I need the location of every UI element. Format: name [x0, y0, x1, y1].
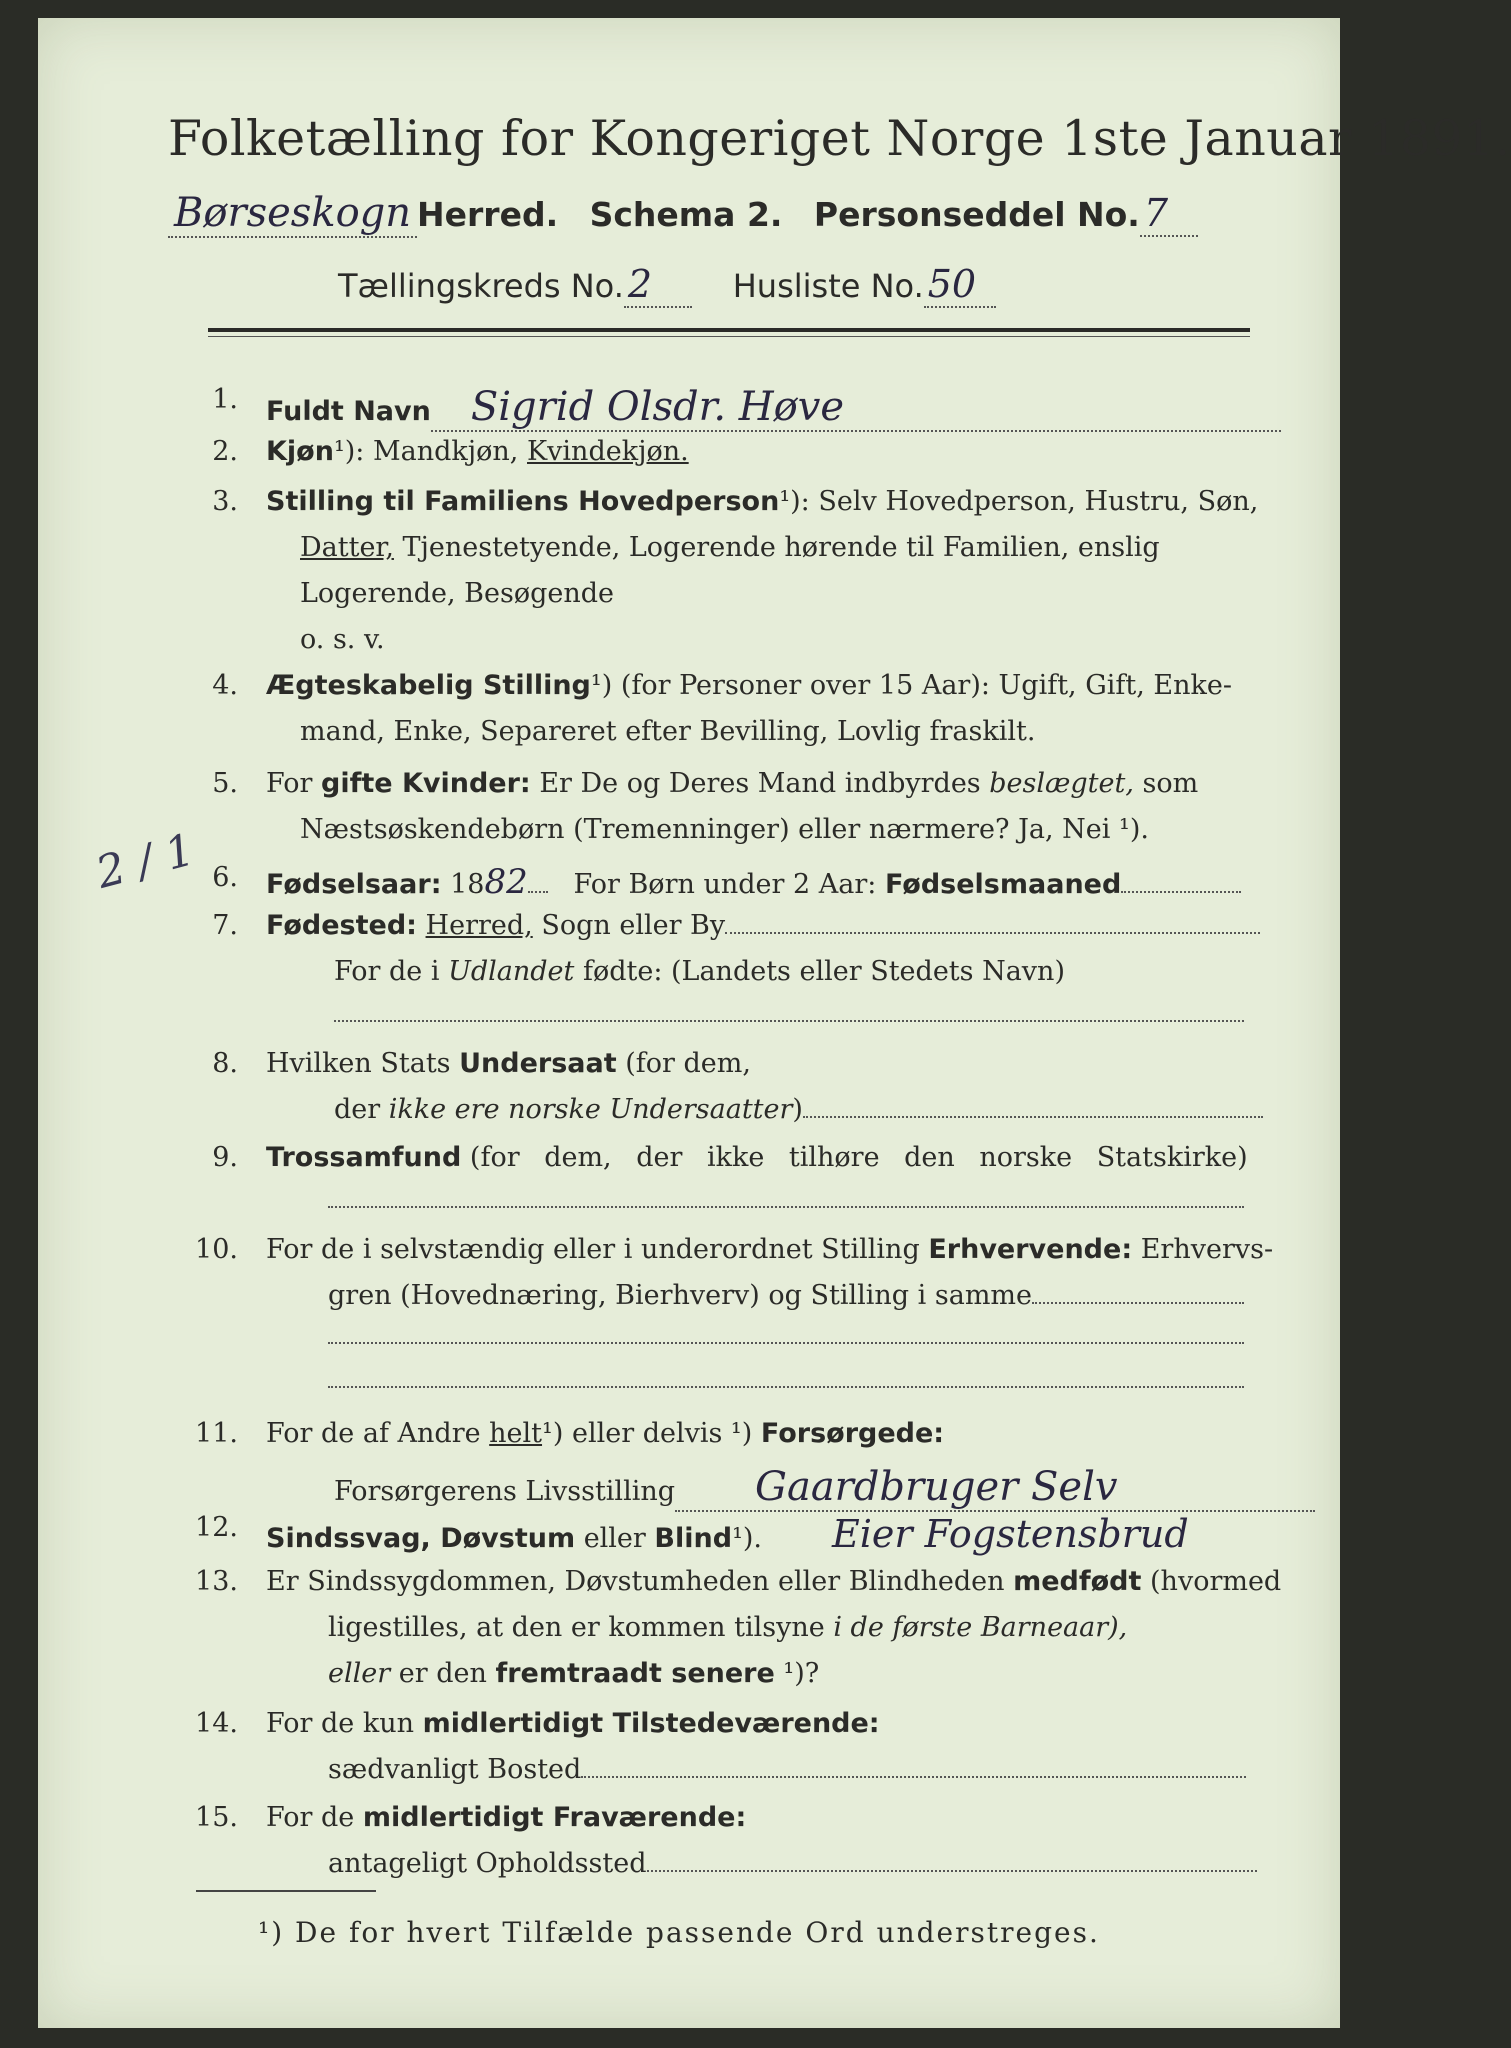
- item-number: 6.: [212, 862, 238, 893]
- text: ikke ere norske Undersaatter: [388, 1094, 793, 1125]
- text: Er Sindssygdommen, Døvstumheden eller Blindheden: [266, 1566, 1005, 1597]
- text: fødte: (Landets eller Stedets Navn): [582, 956, 1065, 987]
- text: er den: [398, 1658, 487, 1689]
- text: Hvilken Stats: [266, 1048, 451, 1079]
- trossamfund-label: Trossamfund: [266, 1142, 462, 1173]
- kjon-option-mandkjon: Mandkjøn,: [373, 436, 519, 467]
- stilling-options: o. s. v.: [300, 624, 385, 655]
- kjon-label: Kjøn: [266, 436, 334, 467]
- text: (for dem,: [625, 1048, 751, 1079]
- text: For de: [266, 1802, 355, 1833]
- text: For de af Andre: [266, 1418, 481, 1449]
- text: ¹) eller delvis ¹): [542, 1418, 753, 1449]
- kjon-option-kvindekjon: Kvindekjøn.: [527, 436, 689, 467]
- header-rule-thin: [208, 336, 1250, 337]
- fodested-label: Fødested:: [266, 910, 417, 941]
- item-number: 9.: [212, 1142, 238, 1173]
- text: beslægtet,: [989, 768, 1134, 799]
- fodselsmaaned-label: Fødselsmaaned: [884, 869, 1122, 900]
- item-number: 1.: [212, 384, 238, 415]
- footnote: ¹) De for hvert Tilfælde passende Ord understreges.: [258, 1916, 1100, 1949]
- item-number: 15.: [195, 1802, 238, 1833]
- schema-label: Schema 2.: [589, 195, 783, 234]
- text: For Børn under 2 Aar:: [573, 869, 877, 900]
- text: Sogn eller By: [541, 910, 726, 941]
- text: For de kun: [266, 1708, 414, 1739]
- fodselsaar-label: Fødselsaar:: [266, 869, 442, 900]
- herred-label: Herred.: [417, 195, 559, 234]
- stilling-option-datter: Datter,: [300, 532, 394, 563]
- header-line-herred: [168, 190, 1268, 238]
- undersaat-label: Undersaat: [459, 1048, 617, 1079]
- aegteskab-label: Ægteskabelig Stilling: [266, 670, 591, 701]
- text: i de første Barneaar),: [833, 1612, 1128, 1643]
- personseddel-label: Personseddel No.: [813, 195, 1140, 234]
- taellingskreds-value: 2: [624, 262, 692, 308]
- header-line-kreds: [338, 262, 1238, 308]
- text: For de i selvstændig eller i underordnet Stilling: [266, 1234, 920, 1265]
- tilstedevaerende-label: midlertidigt Tilstedeværende:: [422, 1708, 880, 1739]
- text: For: [266, 768, 313, 799]
- text: gren (Hovednæring, Bierhverv) og Stilling i samme: [328, 1280, 1033, 1311]
- sindssvag-label: Sindssvag, Døvstum: [266, 1523, 576, 1554]
- form-title: Folketælling for Kongeriget Norge 1ste Januar 1891.: [168, 110, 1511, 167]
- text: sædvanligt Bosted: [328, 1754, 582, 1785]
- livsstilling-value: Gaardbruger Selv: [675, 1464, 1315, 1512]
- item-number: 3.: [212, 486, 238, 517]
- stilling-options: Tjenestetyende, Logerende hørende til Familien, enslig: [402, 532, 1160, 563]
- item-number: 10.: [195, 1234, 238, 1265]
- text: ligestilles, at den er kommen tilsyne: [328, 1612, 825, 1643]
- item-number: 11.: [195, 1418, 238, 1449]
- census-form: Folketælling for Kongeriget Norge 1ste Januar 1891. Børseskogn Herred. Schema 2. Personseddel No. 7 Tællingskreds No. 2 Husliste No. 50 1. Fuldt Navn Sigrid Olsdr. Høve 2. Kjøn¹): Mandkjøn, Kvindekjøn. 3. Stilling til Familiens Hovedperson¹): Selv Hovedperson, Hustru, Søn, Datter, Tjenestetyende, Logerende hørende til Familien, enslig Logerende, Besøgende o. s. v. 4. Ægteskabelig Stilling¹) (for Personer over 15 Aar): Ugift, Gift, Enke- mand, Enke, Separeret efter Bevilling, Lovlig fraskilt. 5. For gifte Kvinder: Er De og Deres Mand indbyrdes beslægtet, som Næstsøskendebørn (Tremenninger) eller nærmere? Ja, Nei ¹). 6. Fødselsaar: 1882 For Børn under 2 Aar: Fødselsmaaned 7. Fødested: Herred, Sogn eller By For de i Udlandet fødte: (Landets eller Stedets Navn) 8. Hvilken Stats Undersaat (for dem, der ikke ere norske Undersaatter) 9. Trossamfund (for dem, der ikke tilhøre den norske Statskirke) 10. For de i selvstændig eller i underordnet Stilling Erhvervende: Erhvervs- gren (Hovednæring, Bierhverv) og Stilling i samme 11. For de af Andre helt¹) eller delvis ¹) Forsørgede: Forsørgerens Livsstilling Gaardbruger Selv 12. Sindssvag, Døvstum eller Blind¹). Eier Fogstensbrud 13. Er Sindssygdommen, Døvstumheden eller Blindheden medfødt (hvormed ligestilles, at den er kommen tilsyne i de første Barneaar), eller er den fremtraadt senere ¹)? 14. For de kun midlertidigt Tilstedeværende: sædvanligt Bosted 15. For de midlertidigt Fraværende: ¹) De for hvert Tilfælde passende Ord understreges. 2 / 1: [38, 18, 1340, 2028]
- fuldt-navn-value: Sigrid Olsdr. Høve: [431, 384, 1281, 432]
- text: Erhvervs-: [1140, 1234, 1274, 1265]
- text: der: [334, 1094, 381, 1125]
- sindssvag-value: Eier Fogstensbrud: [832, 1512, 1189, 1556]
- item-number: 7.: [212, 910, 238, 941]
- blind-label: Blind: [654, 1523, 733, 1554]
- text: antageligt Opholdssted: [328, 1848, 647, 1879]
- aegteskab-options: ¹) (for Personer over 15 Aar): Ugift, Gift, Enke-: [590, 670, 1232, 701]
- text: Forsørgerens Livsstilling: [334, 1476, 676, 1507]
- text: som: [1142, 768, 1199, 799]
- text: (for dem, der ikke tilhøre den norske Statskirke): [469, 1142, 1248, 1173]
- text: Udlandet: [448, 956, 575, 987]
- text: 18: [450, 869, 485, 900]
- text: Er De og Deres Mand indbyrdes: [539, 768, 981, 799]
- header-rule: [208, 328, 1250, 332]
- item-number: 12.: [195, 1512, 238, 1543]
- stilling-label: Stilling til Familiens Hovedperson: [266, 486, 780, 517]
- text: ¹).: [732, 1523, 763, 1554]
- text: ¹)?: [783, 1658, 820, 1689]
- forsorgede-option-helt: helt: [489, 1418, 543, 1449]
- item-number: 14.: [195, 1708, 238, 1739]
- fremtraadt-label: fremtraadt senere: [495, 1658, 775, 1689]
- text: eller: [583, 1523, 646, 1554]
- item-number: 8.: [212, 1048, 238, 1079]
- herred-value: Børseskogn: [168, 190, 417, 238]
- aegteskab-options: mand, Enke, Separeret efter Bevilling, Lovlig fraskilt.: [300, 716, 1036, 747]
- margin-note: 2 / 1: [91, 824, 200, 899]
- item-number: 4.: [212, 670, 238, 701]
- husliste-label: Husliste No.: [732, 267, 924, 305]
- text: (hvormed: [1150, 1566, 1282, 1597]
- taellingskreds-label: Tællingskreds No.: [338, 267, 624, 305]
- text: eller: [328, 1658, 391, 1689]
- item-number: 13.: [195, 1566, 238, 1597]
- footnote-marker: ¹):: [779, 486, 810, 517]
- personseddel-value: 7: [1140, 191, 1198, 237]
- erhvervende-label: Erhvervende:: [928, 1234, 1133, 1265]
- footnote-rule: [196, 1890, 376, 1892]
- fodested-option-herred: Herred,: [425, 910, 533, 941]
- text: For de i: [334, 956, 440, 987]
- item-number: 5.: [212, 768, 238, 799]
- text: Næstsøskendebørn (Tremenninger) eller nærmere? Ja, Nei ¹).: [300, 814, 1149, 845]
- husliste-value: 50: [924, 262, 996, 308]
- fuldt-navn-label: Fuldt Navn: [266, 396, 431, 427]
- fodselsaar-value: 82: [484, 862, 528, 902]
- gifte-kvinder-label: gifte Kvinder:: [321, 768, 531, 799]
- stilling-options: Selv Hovedperson, Hustru, Søn,: [818, 486, 1259, 517]
- fravaerende-label: midlertidigt Fraværende:: [362, 1802, 747, 1833]
- stilling-options: Logerende, Besøgende: [300, 578, 614, 609]
- item-number: 2.: [212, 436, 238, 467]
- forsorgede-label: Forsørgede:: [760, 1418, 945, 1449]
- medfodt-label: medfødt: [1013, 1566, 1142, 1597]
- footnote-marker: ¹):: [333, 436, 365, 467]
